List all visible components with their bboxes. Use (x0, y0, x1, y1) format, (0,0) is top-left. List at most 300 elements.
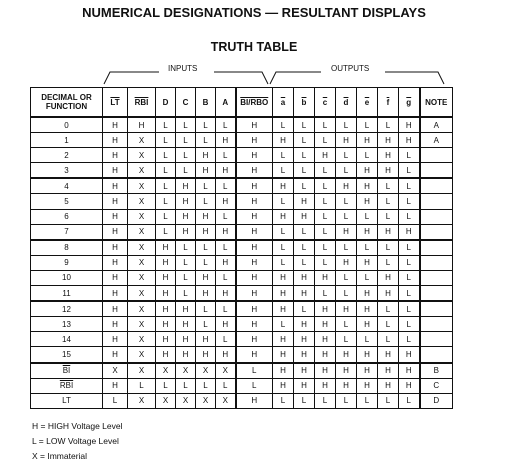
header-row (31, 88, 453, 118)
table-cell: L (103, 393, 128, 408)
table-cell: H (399, 133, 420, 148)
table-cell: X (128, 347, 156, 363)
table-cell: L (378, 332, 399, 347)
table-cell: X (128, 317, 156, 332)
table-cell: H (176, 209, 196, 224)
table-cell: L (156, 178, 176, 194)
table-row (31, 194, 453, 209)
table-cell: L (399, 393, 420, 408)
table-cell: H (216, 163, 236, 179)
table-row (31, 117, 453, 133)
table-cell: X (128, 148, 156, 163)
header-cell: $\overline{d}$ (336, 88, 357, 118)
table-cell: L (336, 209, 357, 224)
table-cell: H (315, 332, 336, 347)
table-cell: X (128, 393, 156, 408)
table-cell: L (399, 148, 420, 163)
table-cell: H (273, 378, 294, 393)
table-cell: L (128, 378, 156, 393)
table-cell: X (156, 393, 176, 408)
table-cell: X (156, 363, 176, 379)
table-cell: H (236, 286, 273, 302)
table-cell: L (294, 255, 315, 270)
table-cell: H (236, 317, 273, 332)
table-cell: L (196, 317, 216, 332)
table-cell (420, 148, 453, 163)
table-cell: H (357, 286, 378, 302)
table-cell: H (336, 378, 357, 393)
table-cell: H (336, 301, 357, 317)
function-cell: 11 (31, 286, 103, 302)
table-cell: L (357, 332, 378, 347)
table-cell: H (103, 255, 128, 270)
table-cell (420, 224, 453, 240)
table-cell: X (216, 393, 236, 408)
table-cell: L (315, 240, 336, 256)
table-row (31, 347, 453, 363)
table-cell: L (156, 117, 176, 133)
function-cell: 12 (31, 301, 103, 317)
table-cell (420, 178, 453, 194)
table-cell: H (216, 255, 236, 270)
outputs-bracket (270, 72, 444, 84)
function-cell: 5 (31, 194, 103, 209)
header-cell: D (156, 88, 176, 118)
table-cell: L (294, 163, 315, 179)
table-cell: X (128, 209, 156, 224)
table-cell: H (156, 332, 176, 347)
table-cell: H (176, 178, 196, 194)
table-cell: L (399, 317, 420, 332)
table-cell: L (176, 133, 196, 148)
table-cell: L (176, 255, 196, 270)
table-cell: H (196, 209, 216, 224)
function-cell: 8 (31, 240, 103, 256)
table-cell: H (236, 347, 273, 363)
table-cell: H (236, 148, 273, 163)
table-cell: H (103, 194, 128, 209)
function-cell: 9 (31, 255, 103, 270)
table-cell: X (128, 178, 156, 194)
table-cell (420, 347, 453, 363)
table-cell: L (357, 393, 378, 408)
table-cell: H (103, 378, 128, 393)
table-cell: L (357, 240, 378, 256)
table-cell: X (103, 363, 128, 379)
header-cell: $\overline{e}$ (357, 88, 378, 118)
table-cell: L (156, 148, 176, 163)
table-cell: L (273, 255, 294, 270)
function-cell: 14 (31, 332, 103, 347)
table-cell: L (378, 240, 399, 256)
table-cell: L (399, 240, 420, 256)
table-cell: L (399, 209, 420, 224)
table-cell: H (399, 224, 420, 240)
table-cell: H (176, 194, 196, 209)
table-cell: H (236, 117, 273, 133)
table-cell: H (156, 270, 176, 285)
table-cell: H (236, 240, 273, 256)
table-cell: H (399, 363, 420, 379)
table-cell (420, 301, 453, 317)
table-cell: H (216, 347, 236, 363)
table-cell: H (378, 270, 399, 285)
table-cell: L (294, 224, 315, 240)
table-row (31, 301, 453, 317)
table-cell: H (315, 378, 336, 393)
table-cell: H (357, 301, 378, 317)
table-cell: L (315, 224, 336, 240)
table-cell: L (294, 240, 315, 256)
table-cell: H (378, 133, 399, 148)
table-cell: H (378, 378, 399, 393)
function-cell: $\overline{RBI}$ (31, 378, 103, 393)
table-cell: L (216, 301, 236, 317)
group-brackets (0, 60, 508, 90)
table-cell: H (103, 117, 128, 133)
table-cell: H (357, 224, 378, 240)
table-cell: L (294, 148, 315, 163)
table-cell: H (196, 224, 216, 240)
table-cell: H (294, 363, 315, 379)
table-cell: H (357, 255, 378, 270)
table-cell: L (176, 148, 196, 163)
function-cell: 0 (31, 117, 103, 133)
table-cell: A (420, 117, 453, 133)
table-cell: X (128, 163, 156, 179)
table-cell (420, 317, 453, 332)
table-cell: H (315, 317, 336, 332)
table-cell: L (273, 117, 294, 133)
function-cell: $\overline{BI}$ (31, 363, 103, 379)
table-cell: H (315, 347, 336, 363)
header-cell: B (196, 88, 216, 118)
table-cell: L (336, 317, 357, 332)
table-cell: L (378, 178, 399, 194)
table-cell: H (156, 301, 176, 317)
table-row (31, 224, 453, 240)
table-cell: L (336, 163, 357, 179)
table-cell: X (128, 224, 156, 240)
table-cell (420, 270, 453, 285)
table-row (31, 286, 453, 302)
header-cell: $\overline{c}$ (315, 88, 336, 118)
table-row (31, 133, 453, 148)
table-cell: L (196, 178, 216, 194)
table-row (31, 378, 453, 393)
table-cell: L (176, 163, 196, 179)
table-cell: L (336, 117, 357, 133)
table-cell: X (128, 133, 156, 148)
table-cell: L (336, 393, 357, 408)
table-row (31, 363, 453, 379)
table-row (31, 209, 453, 224)
table-cell: L (196, 378, 216, 393)
table-row (31, 178, 453, 194)
table-cell: H (378, 224, 399, 240)
table-cell: H (336, 255, 357, 270)
table-cell: L (378, 301, 399, 317)
table-cell: H (273, 363, 294, 379)
table-cell: H (196, 270, 216, 285)
table-cell: L (336, 240, 357, 256)
table-cell: X (196, 393, 216, 408)
table-cell: H (236, 133, 273, 148)
table-cell: L (236, 363, 273, 379)
table-cell: H (236, 255, 273, 270)
table-cell: H (156, 286, 176, 302)
header-cell: NOTE (420, 88, 453, 118)
function-cell: 7 (31, 224, 103, 240)
function-cell: 1 (31, 133, 103, 148)
table-cell: H (273, 133, 294, 148)
table-cell: L (216, 178, 236, 194)
table-row (31, 317, 453, 332)
table-cell: L (294, 133, 315, 148)
table-cell: H (399, 117, 420, 133)
table-cell: H (336, 178, 357, 194)
table-cell: H (399, 378, 420, 393)
table-cell: H (294, 209, 315, 224)
table-cell: L (196, 194, 216, 209)
table-cell: H (336, 347, 357, 363)
table-cell: H (236, 163, 273, 179)
table-cell: L (176, 270, 196, 285)
table-cell: H (236, 209, 273, 224)
table-cell: L (336, 332, 357, 347)
table-cell: L (196, 240, 216, 256)
table-cell: L (216, 332, 236, 347)
table-cell: L (196, 117, 216, 133)
header-cell: C (176, 88, 196, 118)
table-cell: H (156, 347, 176, 363)
table-cell: H (315, 301, 336, 317)
function-cell: LT (31, 393, 103, 408)
table-cell: H (357, 378, 378, 393)
table-cell: H (294, 378, 315, 393)
table-cell: L (156, 224, 176, 240)
table-cell: H (216, 194, 236, 209)
header-cell: A (216, 88, 236, 118)
table-cell: H (216, 133, 236, 148)
table-cell: H (196, 163, 216, 179)
table-cell: H (176, 332, 196, 347)
table-cell: H (294, 332, 315, 347)
page-title: NUMERICAL DESIGNATIONS — RESULTANT DISPLAYS (82, 5, 426, 20)
table-row (31, 393, 453, 408)
table-cell: X (128, 194, 156, 209)
function-cell: 13 (31, 317, 103, 332)
table-cell: L (156, 163, 176, 179)
table-cell: L (294, 301, 315, 317)
table-cell: H (357, 363, 378, 379)
table-cell: X (176, 393, 196, 408)
truth-table (30, 87, 453, 409)
legend-low: L = LOW Voltage Level (32, 436, 119, 446)
table-cell: H (399, 347, 420, 363)
table-cell: H (196, 148, 216, 163)
table-cell: L (315, 117, 336, 133)
table-cell: L (273, 317, 294, 332)
table-cell: H (315, 270, 336, 285)
legend-immaterial: X = Immaterial (32, 451, 88, 461)
table-cell: H (315, 363, 336, 379)
table-cell: L (294, 117, 315, 133)
table-cell: L (273, 224, 294, 240)
table-cell: X (196, 363, 216, 379)
table-cell: H (357, 133, 378, 148)
table-row (31, 163, 453, 179)
table-cell: H (357, 347, 378, 363)
table-cell: H (103, 163, 128, 179)
table-cell: L (399, 301, 420, 317)
table-cell: A (420, 133, 453, 148)
table-cell: L (399, 163, 420, 179)
table-cell: H (357, 178, 378, 194)
table-cell: H (357, 163, 378, 179)
table-cell: L (216, 378, 236, 393)
table-cell: H (236, 332, 273, 347)
table-cell: H (236, 393, 273, 408)
table-cell: H (103, 133, 128, 148)
table-cell: H (315, 148, 336, 163)
table-cell: L (378, 194, 399, 209)
table-cell: L (378, 209, 399, 224)
table-cell: L (357, 148, 378, 163)
table-cell: H (236, 194, 273, 209)
header-cell: $\overline{b}$ (294, 88, 315, 118)
table-cell: L (315, 194, 336, 209)
inputs-label: INPUTS (168, 64, 198, 73)
table-cell: H (103, 178, 128, 194)
table-cell: L (176, 117, 196, 133)
table-cell: L (273, 163, 294, 179)
table-cell: H (336, 363, 357, 379)
table-cell: H (103, 347, 128, 363)
table-cell: L (156, 209, 176, 224)
table-cell: L (196, 301, 216, 317)
table-row (31, 332, 453, 347)
table-cell: X (128, 363, 156, 379)
table-cell: L (357, 270, 378, 285)
table-cell: L (399, 194, 420, 209)
table-cell: H (273, 301, 294, 317)
table-cell: L (294, 178, 315, 194)
table-cell: L (336, 148, 357, 163)
table-cell: D (420, 393, 453, 408)
table-cell: H (216, 286, 236, 302)
table-cell: L (273, 148, 294, 163)
header-cell: DECIMAL OR FUNCTION (31, 88, 103, 118)
table-cell: H (103, 270, 128, 285)
table-cell: H (103, 209, 128, 224)
table-cell: X (128, 240, 156, 256)
table-row (31, 240, 453, 256)
header-cell: $\overline{RBI}$ (128, 88, 156, 118)
table-cell: X (128, 255, 156, 270)
table-cell: L (399, 332, 420, 347)
table-cell: X (176, 363, 196, 379)
table-cell: L (399, 255, 420, 270)
table-cell: H (103, 286, 128, 302)
table-row (31, 270, 453, 285)
table-cell: L (196, 255, 216, 270)
table-cell: H (103, 317, 128, 332)
function-cell: 15 (31, 347, 103, 363)
table-cell: H (273, 286, 294, 302)
table-cell: L (378, 117, 399, 133)
table-cell: H (336, 133, 357, 148)
table-cell: H (156, 317, 176, 332)
table-cell (420, 209, 453, 224)
table-cell: H (128, 117, 156, 133)
table-cell (420, 163, 453, 179)
table-cell: L (216, 240, 236, 256)
table-cell: L (216, 270, 236, 285)
function-cell: 6 (31, 209, 103, 224)
table-cell: L (236, 378, 273, 393)
table-cell (420, 240, 453, 256)
table-cell: H (273, 209, 294, 224)
function-cell: 10 (31, 270, 103, 285)
table-cell: L (357, 209, 378, 224)
function-cell: 3 (31, 163, 103, 179)
table-cell: X (128, 286, 156, 302)
table-cell: H (378, 347, 399, 363)
table-cell: L (273, 393, 294, 408)
table-cell: L (315, 209, 336, 224)
table-cell: H (176, 224, 196, 240)
table-cell: B (420, 363, 453, 379)
table-cell: H (273, 270, 294, 285)
table-cell: L (315, 178, 336, 194)
table-cell: H (176, 301, 196, 317)
inputs-bracket (104, 72, 268, 84)
function-cell: 2 (31, 148, 103, 163)
table-cell: H (378, 148, 399, 163)
table-cell: L (357, 117, 378, 133)
table-cell: H (103, 301, 128, 317)
table-cell: L (378, 393, 399, 408)
table-cell: H (357, 317, 378, 332)
table-cell: L (378, 255, 399, 270)
table-cell: L (315, 163, 336, 179)
table-cell: L (216, 209, 236, 224)
table-cell: L (273, 240, 294, 256)
table-cell: L (315, 255, 336, 270)
table-cell: L (315, 133, 336, 148)
function-cell: 4 (31, 178, 103, 194)
table-cell: H (176, 317, 196, 332)
table-cell (420, 194, 453, 209)
table-cell: H (357, 194, 378, 209)
table-cell: L (273, 194, 294, 209)
table-cell: H (378, 363, 399, 379)
outputs-label: OUTPUTS (331, 64, 370, 73)
table-cell (420, 255, 453, 270)
table-cell: L (196, 133, 216, 148)
table-cell: H (378, 286, 399, 302)
table-row (31, 148, 453, 163)
header-cell: $\overline{g}$ (399, 88, 420, 118)
table-cell: H (236, 270, 273, 285)
table-row (31, 255, 453, 270)
table-cell: H (103, 224, 128, 240)
table-cell: L (156, 133, 176, 148)
table-cell: C (420, 378, 453, 393)
table-cell: L (336, 286, 357, 302)
table-cell: L (216, 148, 236, 163)
